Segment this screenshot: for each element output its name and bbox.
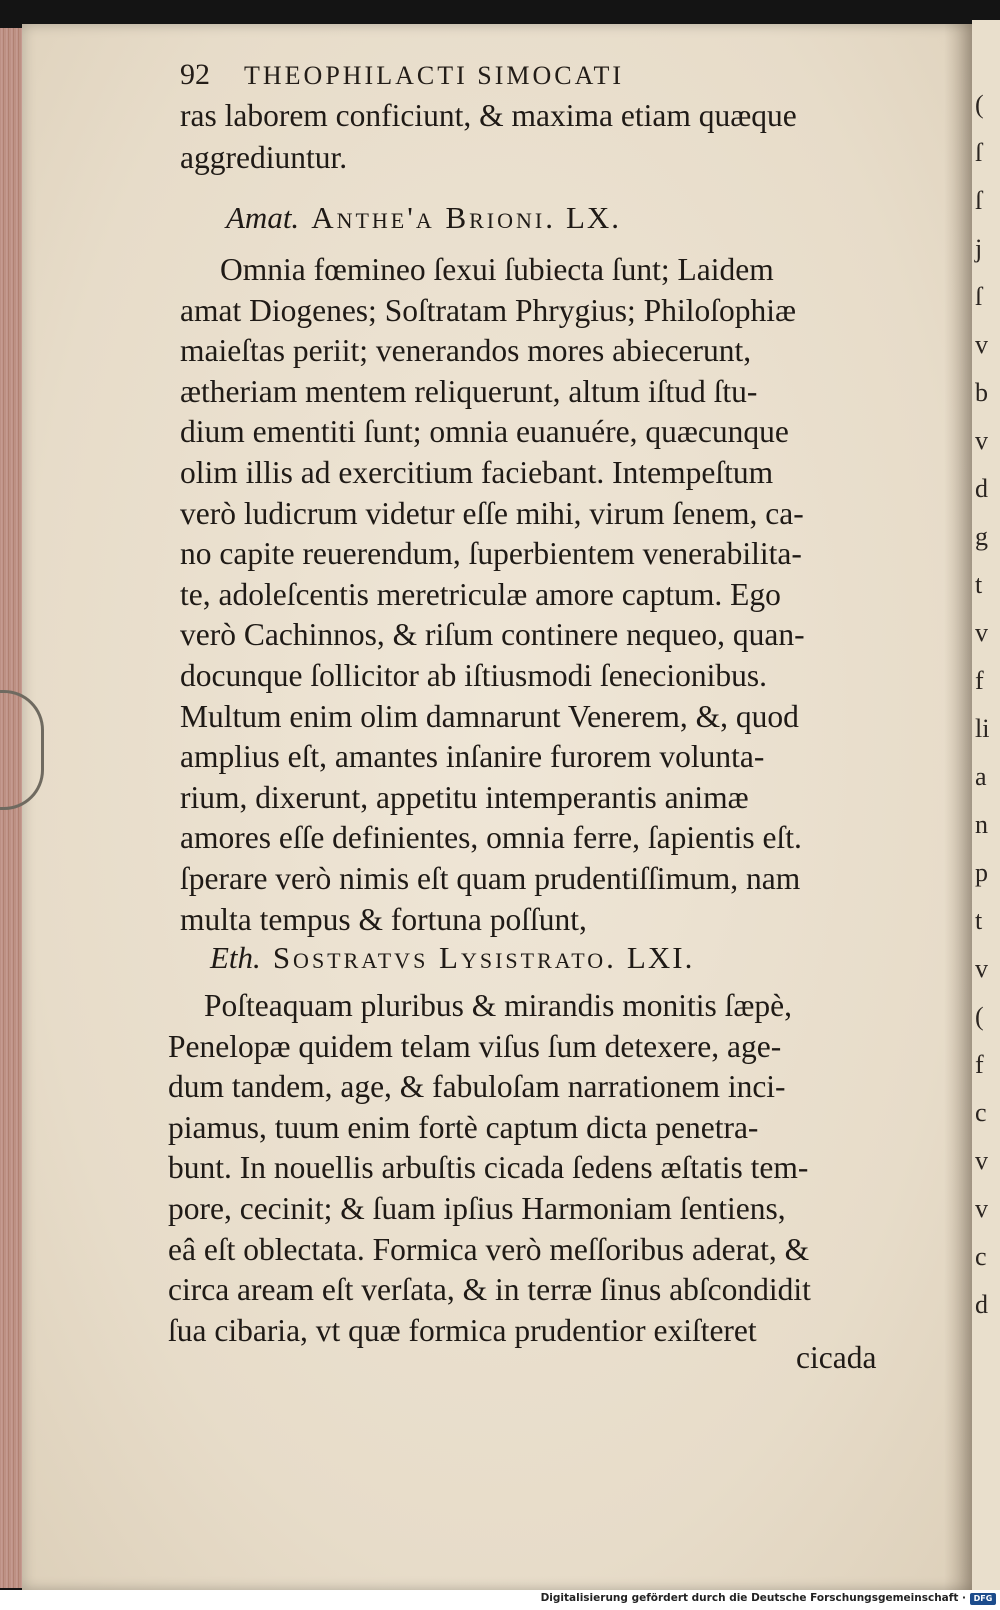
next-page-fragment: p [975, 858, 988, 887]
next-page-fragment: v [975, 1146, 988, 1175]
text-line: Omnia fœmineo ſexui ſubiecta ſunt; Laidem [220, 252, 774, 287]
next-page-fragment: d [975, 1290, 988, 1319]
dfg-logo: DFG [970, 1593, 996, 1605]
text-line: olim illis ad exercitium faciebant. Intempeſtum [180, 455, 774, 490]
page-number: 92 [180, 58, 210, 91]
text-line: amplius eſt, amantes inſanire furorem volunta- [180, 739, 765, 775]
next-page-fragment: c [975, 1098, 987, 1127]
next-page-fragment: v [975, 1194, 988, 1223]
intro-line: ras laborem conficiunt, & maxima etiam quæque [180, 98, 797, 133]
next-page-fragment: j [975, 234, 983, 263]
text-line: multa tempus & fortuna poſſunt, [180, 901, 587, 937]
next-page-fragment: v [975, 330, 988, 359]
letter-kind: Eth. [210, 940, 261, 975]
next-page-fragment: f [975, 666, 984, 695]
next-page-fragment: ( [975, 1002, 984, 1031]
letter-number: LX. [565, 200, 622, 235]
next-page-fragment: f [975, 1050, 984, 1079]
next-page-fragment: v [975, 618, 988, 647]
running-head [180, 58, 780, 92]
text-line: docunque ſollicitor ab iſtiusmodi ſenecionibus. [180, 658, 768, 693]
text-line: Penelopæ quidem telam viſus ſum detexere, age- [168, 1028, 782, 1064]
text-line: ſua cibaria, vt quæ formica prudentior exiſteret [168, 1312, 757, 1348]
next-page-fragment: ſ [975, 282, 983, 311]
next-page-fragment: a [975, 762, 987, 791]
next-page-fragment: ( [975, 90, 984, 119]
text-line: piamus, tuum enim fortè captum dicta penetra- [168, 1109, 759, 1145]
text-line: bunt. In nouellis arbuſtis cicada ſedens æſtatis tem- [168, 1150, 809, 1186]
next-page-fragment: t [975, 570, 983, 599]
next-page-fragment: d [975, 474, 988, 503]
intro-line: aggrediuntur. [180, 140, 348, 175]
text-line: eâ eſt oblectata. Formica verò meſſoribus aderat, & [168, 1231, 810, 1267]
text-line: dium ementiti ſunt; omnia euanuére, quæcunque [180, 414, 789, 450]
letter-title: Anthe'a Brioni. [311, 200, 556, 235]
paper-clip-icon [0, 690, 44, 810]
page-gutter-shadow [944, 24, 972, 1590]
text-line: te, adoleſcentis meretriculæ amore captum. Ego [180, 576, 781, 612]
text-line: ætheriam mentem reliquerunt, altum iſtud ſtu- [180, 373, 758, 409]
text-line: maieſtas periit; venerandos mores abiecerunt, [180, 333, 752, 369]
next-page-fragment: li [975, 714, 990, 743]
text-line: amores eſſe definientes, omnia ferre, ſapientis eſt. [180, 820, 802, 856]
letter-kind: Amat. [226, 200, 300, 235]
running-title: THEOPHILACTI SIMOCATI [244, 61, 625, 90]
digitization-credit: Digitalisierung gefördert durch die Deutsche Forschungsgemeinschaft · [540, 1592, 966, 1604]
next-page-fragment: g [975, 522, 988, 551]
text-line: verò ludicrum videtur eſſe mihi, virum ſenem, ca- [180, 495, 804, 531]
text-line: verò Cachinnos, & riſum continere nequeo, quan- [180, 617, 805, 653]
text-line: Multum enim olim damnarunt Venerem, &, quod [180, 698, 799, 734]
next-page-fragment: v [975, 426, 988, 455]
next-page-fragment: ſ [975, 138, 983, 167]
next-page-fragment: c [975, 1242, 987, 1271]
next-page-fragment: v [975, 954, 988, 983]
text-line: ſperare verò nimis eſt quam prudentiſſimum, nam [180, 861, 801, 896]
next-page-fragment: ſ [975, 186, 983, 215]
text-line: rium, dixerunt, appetitu intemperantis animæ [180, 779, 749, 815]
next-page-fragment: n [975, 810, 988, 839]
text-line: no capite reuerendum, ſuperbientem venerabilita- [180, 536, 802, 572]
text-line: Poſteaquam pluribus & mirandis monitis ſæpè, [204, 988, 792, 1023]
next-page-edge [972, 20, 1000, 1590]
text-line: dum tandem, age, & fabuloſam narrationem inci- [168, 1069, 786, 1105]
letter-number: LXI. [626, 940, 695, 975]
catchword: cicada [796, 1340, 877, 1375]
text-line: amat Diogenes; Soſtratam Phrygius; Philoſophiæ [180, 292, 796, 328]
next-page-fragment: t [975, 906, 983, 935]
letter-title: Sostratvs Lysistrato. [272, 940, 617, 975]
letter-heading [210, 940, 694, 976]
next-page-fragment: b [975, 378, 988, 407]
text-line: circa aream eſt verſata, & in terræ ſinus abſcondidit [168, 1272, 811, 1308]
letter-heading [226, 200, 621, 236]
text-line: pore, cecinit; & ſuam ipſius Harmoniam ſentiens, [168, 1191, 786, 1226]
